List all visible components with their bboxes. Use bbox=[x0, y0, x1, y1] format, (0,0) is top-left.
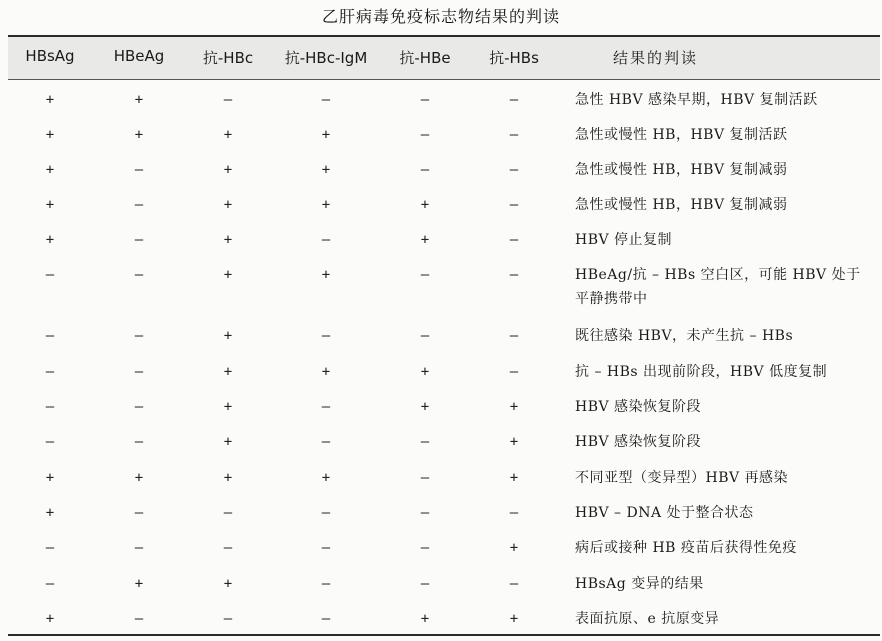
result-interpretation: 病后或接种 HB 疫苗后获得性免疫 bbox=[575, 540, 797, 556]
result-interpretation: HBV 停止复制 bbox=[575, 232, 673, 248]
result-interpretation: HBeAg/抗 – HBs 空白区，可能 HBV 处于平静携带中 bbox=[575, 267, 861, 307]
marker-anti-hbe: + bbox=[420, 399, 430, 415]
marker-anti-hbe: – bbox=[420, 540, 430, 556]
result-interpretation: HBsAg 变异的结果 bbox=[575, 576, 704, 592]
marker-anti-hbc: + bbox=[223, 232, 233, 248]
marker-hbeag: – bbox=[134, 399, 144, 415]
marker-anti-hbs: – bbox=[509, 364, 519, 380]
marker-anti-hbe: – bbox=[420, 470, 430, 486]
marker-hbsag: – bbox=[45, 328, 55, 344]
marker-hbeag: + bbox=[134, 576, 144, 592]
marker-anti-hbs: – bbox=[509, 232, 519, 248]
result-interpretation: 急性或慢性 HB，HBV 复制活跃 bbox=[575, 127, 788, 143]
marker-anti-hbc: + bbox=[223, 267, 233, 283]
marker-anti-hbs: + bbox=[509, 470, 519, 486]
marker-hbsag: – bbox=[45, 364, 55, 380]
marker-anti-hbs: + bbox=[509, 540, 519, 556]
marker-anti-hbc: + bbox=[223, 197, 233, 213]
marker-anti-hbe: – bbox=[420, 434, 430, 450]
marker-anti-hbc-igm: – bbox=[321, 505, 331, 521]
marker-hbeag: – bbox=[134, 267, 144, 283]
marker-anti-hbe: – bbox=[420, 162, 430, 178]
result-interpretation: 抗 – HBs 出现前阶段，HBV 低度复制 bbox=[575, 364, 828, 380]
marker-anti-hbc-igm: – bbox=[321, 399, 331, 415]
header-interpretation: 结果的判读 bbox=[613, 49, 699, 67]
marker-anti-hbc: + bbox=[223, 328, 233, 344]
header-hbsag: HBsAg bbox=[25, 47, 75, 65]
marker-anti-hbe: + bbox=[420, 232, 430, 248]
header-anti-hbs: 抗-HBs bbox=[489, 49, 539, 67]
marker-hbeag: – bbox=[134, 328, 144, 344]
marker-hbeag: + bbox=[134, 470, 144, 486]
marker-anti-hbs: – bbox=[509, 328, 519, 344]
marker-anti-hbc: – bbox=[223, 611, 233, 627]
marker-anti-hbc: + bbox=[223, 162, 233, 178]
result-interpretation: 不同亚型（变异型）HBV 再感染 bbox=[575, 470, 789, 486]
marker-anti-hbc-igm: + bbox=[321, 162, 331, 178]
marker-anti-hbc: – bbox=[223, 92, 233, 108]
marker-hbeag: – bbox=[134, 505, 144, 521]
header-anti-hbc-igm: 抗-HBc-IgM bbox=[284, 49, 368, 67]
marker-anti-hbc: – bbox=[223, 540, 233, 556]
marker-anti-hbs: – bbox=[509, 197, 519, 213]
marker-hbeag: + bbox=[134, 127, 144, 143]
marker-hbeag: – bbox=[134, 540, 144, 556]
marker-hbeag: + bbox=[134, 92, 144, 108]
marker-anti-hbe: – bbox=[420, 267, 430, 283]
marker-anti-hbe: – bbox=[420, 505, 430, 521]
marker-hbsag: + bbox=[45, 611, 55, 627]
marker-hbeag: – bbox=[134, 197, 144, 213]
result-interpretation: HBV – DNA 处于整合状态 bbox=[575, 505, 754, 521]
marker-hbsag: + bbox=[45, 470, 55, 486]
result-interpretation: 既往感染 HBV，未产生抗 – HBs bbox=[575, 328, 794, 344]
marker-anti-hbs: – bbox=[509, 267, 519, 283]
marker-anti-hbe: – bbox=[420, 576, 430, 592]
marker-anti-hbc: + bbox=[223, 399, 233, 415]
header-anti-hbe: 抗-HBe bbox=[399, 49, 451, 67]
marker-anti-hbs: – bbox=[509, 162, 519, 178]
marker-anti-hbs: + bbox=[509, 611, 519, 627]
marker-anti-hbc: + bbox=[223, 576, 233, 592]
marker-anti-hbc: + bbox=[223, 470, 233, 486]
marker-hbeag: – bbox=[134, 364, 144, 380]
result-interpretation: 急性或慢性 HB，HBV 复制减弱 bbox=[575, 162, 788, 178]
marker-hbeag: – bbox=[134, 162, 144, 178]
marker-hbsag: + bbox=[45, 92, 55, 108]
table-header-rule bbox=[8, 79, 880, 80]
marker-anti-hbe: + bbox=[420, 364, 430, 380]
marker-anti-hbc-igm: – bbox=[321, 434, 331, 450]
marker-hbsag: – bbox=[45, 576, 55, 592]
result-interpretation: 急性 HBV 感染早期，HBV 复制活跃 bbox=[575, 92, 818, 108]
marker-anti-hbe: + bbox=[420, 197, 430, 213]
marker-hbsag: – bbox=[45, 434, 55, 450]
result-interpretation: HBV 感染恢复阶段 bbox=[575, 399, 702, 415]
marker-anti-hbs: + bbox=[509, 399, 519, 415]
marker-anti-hbs: – bbox=[509, 127, 519, 143]
result-interpretation: 表面抗原、e 抗原变异 bbox=[575, 611, 720, 627]
table-title: 乙肝病毒免疫标志物结果的判读 bbox=[321, 7, 560, 26]
marker-anti-hbe: – bbox=[420, 127, 430, 143]
marker-hbsag: + bbox=[45, 505, 55, 521]
marker-hbsag: – bbox=[45, 267, 55, 283]
marker-hbeag: – bbox=[134, 434, 144, 450]
header-hbeag: HBeAg bbox=[113, 47, 165, 65]
marker-anti-hbc-igm: + bbox=[321, 127, 331, 143]
marker-anti-hbc-igm: + bbox=[321, 267, 331, 283]
marker-hbsag: + bbox=[45, 127, 55, 143]
header-anti-hbc: 抗-HBc bbox=[202, 49, 254, 67]
marker-anti-hbc: + bbox=[223, 364, 233, 380]
marker-hbeag: – bbox=[134, 232, 144, 248]
marker-anti-hbc-igm: + bbox=[321, 364, 331, 380]
marker-anti-hbs: – bbox=[509, 505, 519, 521]
marker-anti-hbc: + bbox=[223, 127, 233, 143]
marker-anti-hbc-igm: – bbox=[321, 92, 331, 108]
result-interpretation: HBV 感染恢复阶段 bbox=[575, 434, 702, 450]
marker-anti-hbs: – bbox=[509, 576, 519, 592]
marker-anti-hbc-igm: – bbox=[321, 232, 331, 248]
marker-hbsag: – bbox=[45, 399, 55, 415]
marker-anti-hbs: – bbox=[509, 92, 519, 108]
marker-hbsag: – bbox=[45, 540, 55, 556]
marker-anti-hbc-igm: – bbox=[321, 540, 331, 556]
marker-anti-hbc: + bbox=[223, 434, 233, 450]
marker-anti-hbs: + bbox=[509, 434, 519, 450]
marker-hbsag: + bbox=[45, 162, 55, 178]
marker-anti-hbc-igm: – bbox=[321, 576, 331, 592]
result-interpretation: 急性或慢性 HB，HBV 复制减弱 bbox=[575, 197, 788, 213]
marker-anti-hbc: – bbox=[223, 505, 233, 521]
marker-hbsag: + bbox=[45, 197, 55, 213]
table-bottom-rule bbox=[8, 634, 880, 636]
marker-anti-hbc-igm: – bbox=[321, 611, 331, 627]
marker-anti-hbc-igm: – bbox=[321, 328, 331, 344]
marker-anti-hbe: + bbox=[420, 611, 430, 627]
marker-hbeag: – bbox=[134, 611, 144, 627]
marker-anti-hbe: – bbox=[420, 92, 430, 108]
marker-anti-hbc-igm: + bbox=[321, 470, 331, 486]
marker-hbsag: + bbox=[45, 232, 55, 248]
marker-anti-hbc-igm: + bbox=[321, 197, 331, 213]
marker-anti-hbe: – bbox=[420, 328, 430, 344]
